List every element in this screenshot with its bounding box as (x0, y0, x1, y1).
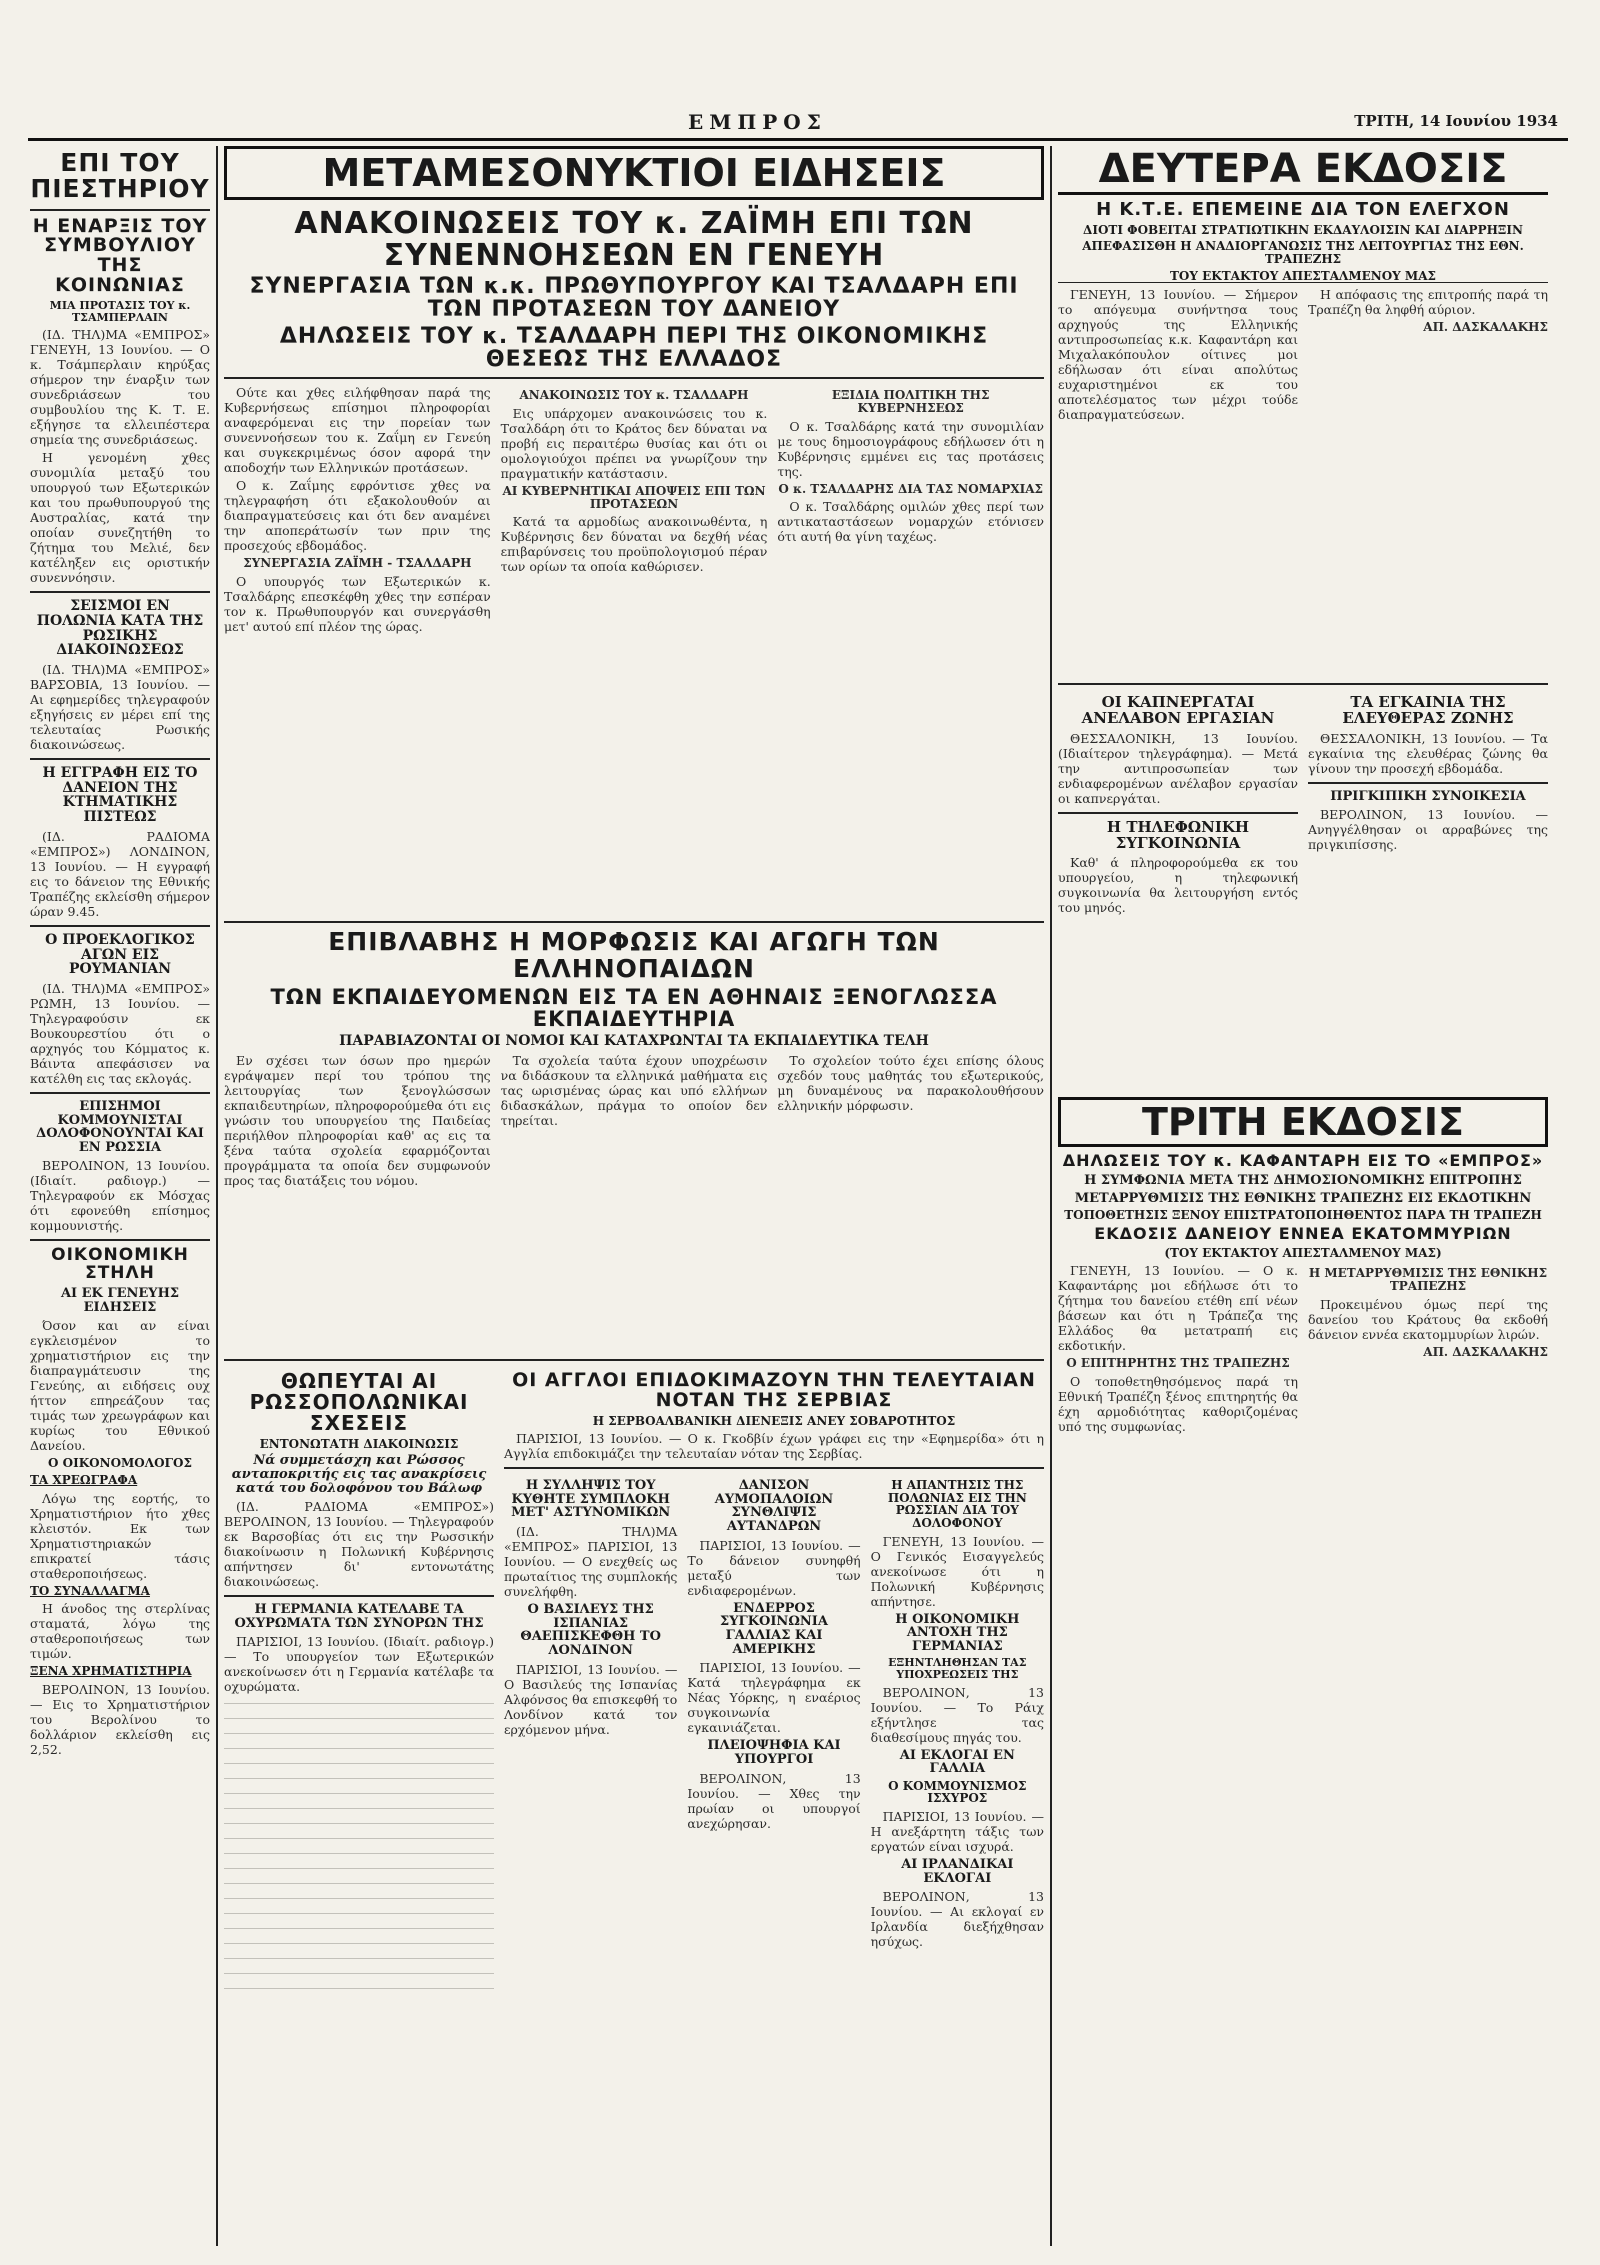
left-column (30, 146, 210, 2246)
section-headline: ΟΙΚΟΝΟΜΙΚΗ ΣΤΗΛΗ (51, 1245, 189, 1284)
article-subhead: ΔΙΟΤΙ ΦΟΒΕΙΤΑΙ ΣΤΡΑΤΙΩΤΙΚΗΝ ΕΚΔΑΥΛΟΙΣΙΝ ΚΑΙ ΔΙΑΡΡΗΞΙΝ (1083, 222, 1523, 237)
correspondent-line: (ΤΟΥ ΕΚΤΑΚΤΟΥ ΑΠΕΣΤΑΛΜΕΝΟΥ ΜΑΣ) (1164, 1245, 1442, 1260)
article-body: Όσον και αν είναι εγκλεισμένον το χρηματιστήριον εις την διαπραγμάτευσιν της Γενεύης, αι ειδήσεις ουχ ήττον επηρεάζουν τας τιμάς των χρεωγράφων και κυρίως του Εθνικού Δανείου. (30, 1318, 210, 1454)
education-story-columns: Εν σχέσει των όσων προ ημερών εγράψαμεν περί του τρόπου της λειτουργίας των ξενογλώσσων εκπαιδευτηρίων, πληροφορούμεθα ότι εις γνώσιν του υπουργείου της Παιδείας περιήλθον πληροφορίαι καθ' ας εις τα ξένα ταύτα σχολεία εφαρμόζονται προγράμματα τα οποία δεν συμφωνούν προς τας διατάξεις του νόμου. Τα σχολεία ταύτα έχουν υποχρέωσιν να διδάσκουν τα ελληνικά μαθήματα εις τας ωρισμένας ώρας και υπό ελλήνων διδασκάλων, πράγμα το οποίον δεν τηρείται. Το σχολείον τούτο έχει επίσης όλους σχεδόν τους μαθητάς του εξωτερικούς, μη δυναμένους να παρακολουθήσουν ελληνικήν μόρφωσιν. (224, 1052, 1044, 1188)
byline: ΑΠ. ΔΑΣΚΑΛΑΚΗΣ (1423, 1344, 1548, 1359)
article-body: ΒΕΡΟΛΙΝΟΝ, 13 Ιουνίου. — Εις το Χρηματιστήριον του Βερολίνου το δολλάριον εκλείσθη εις 2,52. (30, 1681, 210, 1757)
article-subhead: ΑΠΕΦΑΣΙΣΘΗ Η ΑΝΑΔΙΟΡΓΑΝΩΣΙΣ ΤΗΣ ΛΕΙΤΟΥΡΓΙΑΣ ΤΗΣ ΕΘΝ. ΤΡΑΠΕΖΗΣ (1082, 239, 1524, 267)
lower-middle-column: ΟΙ ΑΓΓΛΟΙ ΕΠΙΔΟΚΙΜΑΖΟΥΝ ΤΗΝ ΤΕΛΕΥΤΑΙΑΝ ΝΟΤΑΝ ΤΗΣ ΣΕΡΒΙΑΣ Η ΣΕΡΒΟΑΛΒΑΝΙΚΗ ΔΙΕΝΕΞΙΣ ΑΝΕΥ ΣΟΒΑΡΟΤΗΤΟΣ ΠΑΡΙΣΙΟΙ, 13 Ιουνίου. — Ο κ. Γκοδβίν έχων γράφει εις την «Εφημερίδα» ότι η Αγγλία επιδοκιμάζει την τελευταίαν νόταν της Σερβίας. Η ΣΥΛΛΗΨΙΣ ΤΟΥ ΚΥΘΗΤΕ ΣΥΜΠΛΟΚΗ ΜΕΤ' ΑΣΤΥΝΟΜΙΚΩΝ (ΙΔ. ΤΗΛ)ΜΑ «ΕΜΠΡΟΣ» ΠΑΡΙΣΙΟΙ, 13 Ιουνίου. — Ο ενεχθείς ως πρωταίτιος της συμπλοκής συνελήφθη. Ο ΒΑΣΙΛΕΥΣ ΤΗΣ ΙΣΠΑΝΙΑΣ ΘΑΕΠΙΣΚΕΦΘΗ ΤΟ ΛΟΝΔΙΝΟΝ ΠΑΡΙΣΙΟΙ, 13 Ιουνίου. — Ο Βασιλεύς της Ισπανίας Αλφόνσος θα επισκεφθή το Λονδίνον κατά τον ερχόμενον μήνα. ΔΑΝΙΣΟΝ ΑΥΜΟΠΑΛΟΙΩΝ ΣΥΝΘΛΙΨΙΣ ΑΥΤΑΝΔΡΩΝ ΠΑΡΙΣΙΟΙ, 13 Ιουνίου. — Το δάνειον συνηφθή μεταξύ των ενδιαφερομένων. ΕΝΔΕΡΡΟΣ ΣΥΓΚΟΙΝΩΝΙΑ ΓΑΛΛΙΑΣ ΚΑΙ ΑΜΕΡΙΚΗΣ ΠΑΡΙΣΙΟΙ, 13 Ιουνίου. — Κατά τηλεγράφημα εκ Νέας Υόρκης, η εναέριος συγκοινωνία εγκαινιάζεται. ΠΛΕΙΟΨΗΦΙΑ ΚΑΙ ΥΠΟΥΡΓΟΙ ΒΕΡΟΛΙΝΟΝ, 13 Ιουνίου. — Χθες την πρωίαν οι υπουργοί ανεχώρησαν. Η ΑΠΑΝΤΗΣΙΣ ΤΗΣ ΠΟΛΩΝΙΑΣ ΕΙΣ ΤΗΝ ΡΩΣΣΙΑΝ ΔΙΑ ΤΟΥ ΔΟΛΟΦΟΝΟΥ ΓΕΝΕΥΗ, 13 Ιουνίου. — Ο Γενικός Εισαγγελεύς ανεκοίνωσε ότι η Πολωνική Κυβέρνησις απήντησε. Η ΟΙΚΟΝΟΜΙΚΗ ΑΝΤΟΧΗ ΤΗΣ ΓΕΡΜΑΝΙΑΣ ΕΞΗΝΤΛΗΘΗΣΑΝ ΤΑΣ ΥΠΟΧΡΕΩΣΕΙΣ ΤΗΣ ΒΕΡΟΛΙΝΟΝ, 13 Ιουνίου. — Το Ράιχ εξήντλησε τας διαθεσίμους πηγάς του. ΑΙ ΕΚΛΟΓΑΙ ΕΝ ΓΑΛΛΙΑ Ο ΚΟΜΜΟΥΝΙΣΜΟΣ ΙΣΧΥΡΟΣ ΠΑΡΙΣΙΟΙ, 13 Ιουνίου. — Η ανεξάρτητη τάξις των εργατών είναι ισχυρά. ΑΙ ΙΡΛΑΝΔΙΚΑΙ ΕΚΛΟΓΑΙ ΒΕΡΟΛΙΝΟΝ, 13 Ιουνίου. — Αι εκλογαί εν Ιρλανδία διεξήχθησαν ησύχως. (504, 1368, 1044, 1950)
article-body: Η άνοδος της στερλίνας σταματά, λόγω της σταθεροποιήσεως των τιμών. (30, 1601, 210, 1662)
article-headline: ΤΑ ΕΓΚΑΙΝΙΑ ΤΗΣ ΕΛΕΥΘΕΡΑΣ ΖΩΝΗΣ (1342, 693, 1514, 728)
article-subhead: ΕΚΔΟΣΙΣ ΔΑΝΕΙΟΥ ΕΝΝΕΑ ΕΚΑΤΟΜΜΥΡΙΩΝ (1094, 1223, 1512, 1243)
column-rule (216, 146, 218, 2246)
byline: ΑΠ. ΔΑΣΚΑΛΑΚΗΣ (1423, 320, 1548, 335)
article-body: ΕΞΙΔΙΑ ΠΟΛΙΤΙΚΗ ΤΗΣ ΚΥΒΕΡΝΗΣΕΩΣ Ο κ. Τσαλδάρης κατά την συνομιλίαν με τους δημοσιογράφους εδήλωσεν ότι η Κυβέρνησις εμμένει εις τας προτάσεις της. Ο κ. ΤΣΑΛΔΑΡΗΣ ΔΙΑ ΤΑΣ ΝΟΜΑΡΧΙΑΣ Ο κ. Τσαλδάρης ομιλών χθες περί των αντικαταστάσεων νομαρχών ετόνισεν ότι αυτή θα γίνη ταχέως. (777, 388, 1044, 545)
article-body: Λόγω της εορτής, το Χρηματιστήριον ήτο χθες κλειστόν. Εκ των Χρηματιστηριακών επικρατεί τάσις σταθεροποιήσεως. (30, 1490, 210, 1581)
article-headline: ΤΩΝ ΕΚΠΑΙΔΕΥΟΜΕΝΩΝ ΕΙΣ ΤΑ ΕΝ ΑΘΗΝΑΙΣ ΞΕΝΟΓΛΩΣΣΑ ΕΚΠΑΙΔΕΥΤΗΡΙΑ (270, 984, 998, 1031)
article-body: (ΙΔ. ΡΑΔΙΟΜΑ «ΕΜΠΡΟΣ») ΛΟΝΔΙΝΟΝ, 13 Ιουνίου. — Η εγγραφή εις το δάνειον της Εθνικής Τραπέζης εκλείσθη σήμερον ώραν 9.45. (30, 828, 210, 919)
article-headline: ΣΕΙΣΜΟΙ ΕΝ ΠΟΛΩΝΙΑ ΚΑΤΑ ΤΗΣ ΡΩΣΙΚΗΣ ΔΙΑΚΟΙΝΩΣΕΩΣ (36, 598, 204, 659)
article-headline: Η Κ.Τ.Ε. ΕΠΕΜΕΙΝΕ ΔΙΑ ΤΟΝ ΕΛΕΓΧΟΝ (1096, 199, 1510, 220)
article-headline: ΘΩΠΕΥΤΑΙ ΑΙ ΡΩΣΣΟΠΟΛΩΝΙΚΑΙ ΣΧΕΣΕΙΣ (249, 1368, 469, 1435)
article-body: Ούτε και χθες ειλήφθησαν παρά της Κυβερνήσεως επίσημοι πληροφορίαι αναφερόμεναι εις την πορείαν των συνεννοήσεων του κ. Ζαΐμη εν Γενεύη και συγκεκριμένως όσον αφορά την αποδοχήν των Ελληνικών προτάσεων. Ο κ. Ζαΐμης εφρόντισε χθες να τηλεγραφήση ότι εξακολουθούν αι διαπραγματεύσεις και ότι δεν αναμένει την αποπεράτωσίν των πριν της προσεχούς εβδομάδος. ΣΥΝΕΡΓΑΣΙΑ ΖΑΪΜΗ - ΤΣΑΛΔΑΡΗ Ο υπουργός των Εξωτερικών κ. Τσαλδάρης επεσκέφθη χθες την εσπέραν τον κ. Πρωθυπουργόν και συνεργάσθη μετ' αυτού επί πλέον της ώρας. (224, 385, 491, 634)
article-headline: Η ΕΝΑΡΞΙΣ ΤΟΥ ΣΥΜΒΟΥΛΙΟΥ ΤΗΣ ΚΟΙΝΩΝΙΑΣ (32, 214, 208, 297)
article-body: (ΙΔ. ΤΗΛ)ΜΑ «ΕΜΠΡΟΣ» ΒΑΡΣΟΒΙΑ, 13 Ιουνίου. — Αι εφημερίδες τηλεγραφούν εξηγήσεις εν μέρει επί της τελευταίας Ρωσικής διακοινώσεως. (30, 662, 210, 753)
byline: Ο ΟΙΚΟΝΟΜΟΛΟΓΟΣ (48, 1456, 192, 1471)
article-headline: ΕΠΙΣΗΜΟΙ ΚΟΜΜΟΥΝΙΣΤΑΙ ΔΟΛΟΦΟΝΟΥΝΤΑΙ ΚΑΙ ΕΝ ΡΩΣΣΙΑ (36, 1098, 204, 1155)
third-edition-banner: ΤΡΙΤΗ ΕΚΔΟΣΙΣ (1058, 1097, 1548, 1147)
article-headline: ΕΠΙΒΛΑΒΗΣ Η ΜΟΡΦΩΣΙΣ ΚΑΙ ΑΓΩΓΗ ΤΩΝ ΕΛΛΗΝΟΠΑΙΔΩΝ (328, 927, 940, 983)
article-subhead: Η ΣΥΜΦΩΝΙΑ ΜΕΤΑ ΤΗΣ ΔΗΜΟΣΙΟΝΟΜΙΚΗΣ ΕΠΙΤΡΟΠΗΣ (1084, 1173, 1522, 1189)
article-headline: ΔΗΛΩΣΕΙΣ ΤΟΥ κ. ΚΑΦΑΝΤΑΡΗ ΕΙΣ ΤΟ «ΕΜΠΡΟΣ» (1062, 1151, 1544, 1171)
main-headline: ΑΝΑΚΟΙΝΩΣΕΙΣ ΤΟΥ κ. ΖΑΪΜΗ ΕΠΙ ΤΩΝ ΣΥΝΕΝΝΟΗΣΕΩΝ ΕΝ ΓΕΝΕΥΗ (294, 206, 974, 273)
lower-left-column: ΘΩΠΕΥΤΑΙ ΑΙ ΡΩΣΣΟΠΟΛΩΝΙΚΑΙ ΣΧΕΣΕΙΣ ΕΝΤΟΝΩΤΑΤΗ ΔΙΑΚΟΙΝΩΣΙΣ Νά συμμετάσχη και Ρώσσος ανταποκριτής εις τας ανακρίσεις κατά του δολοφόνου του Βάλωφ (ΙΔ. ΡΑΔΙΟΜΑ «ΕΜΠΡΟΣ») ΒΕΡΟΛΙΝΟΝ, 13 Ιουνίου. — Τηλεγραφούν εκ Βαρσοβίας ότι εις την Ρωσσικήν διακοίνωσιν η Πολωνική Κυβέρνησις απήντησεν δι' εντονωτάτης διακοινώσεως. Η ΓΕΡΜΑΝΙΑ ΚΑΤΕΛΑΒΕ ΤΑ ΟΧΥΡΩΜΑΤΑ ΤΩΝ ΣΥΝΟΡΩΝ ΤΗΣ ΠΑΡΙΣΙΟΙ, 13 Ιουνίου. (Ιδιαίτ. ραδιογρ.) — Το υπουργείον των Εξωτερικών ανεκοίνωσεν ότι η Γερμανία κατέλαβε τα οχυρώματα. (224, 1367, 494, 2246)
article-headline: ΟΙ ΚΑΠΝΕΡΓΑΤΑΙ ΑΝΕΛΑΒΟΝ ΕΡΓΑΣΙΑΝ (1081, 693, 1275, 728)
section-subhead: ΤΟ ΣΥΝΑΛΛΑΓΜΑ (30, 1583, 150, 1598)
article-headline: ΠΡΙΓΚΙΠΙΚΗ ΣΥΝΟΙΚΕΣΙΑ (1330, 788, 1526, 804)
correspondent-line: ΤΟΥ ΕΚΤΑΚΤΟΥ ΑΠΕΣΤΑΛΜΕΝΟΥ ΜΑΣ (1058, 270, 1548, 284)
center-column (224, 146, 1044, 2246)
article-headline: Ο ΠΡΟΕΚΛΟΓΙΚΟΣ ΑΓΩΝ ΕΙΣ ΡΟΥΜΑΝΙΑΝ (45, 931, 195, 978)
article-headline: Η ΤΗΛΕΦΩΝΙΚΗ ΣΥΓΚΟΙΝΩΝΙΑ (1106, 817, 1250, 852)
main-subheadline: ΔΗΛΩΣΕΙΣ ΤΟΥ κ. ΤΣΑΛΔΑΡΗ ΠΕΡΙ ΤΗΣ ΟΙΚΟΝΟΜΙΚΗΣ ΘΕΣΕΩΣ ΤΗΣ ΕΛΛΑΔΟΣ (279, 324, 989, 373)
article-subhead: ΠΑΡΑΒΙΑΖΟΝΤΑΙ ΟΙ ΝΟΜΟΙ ΚΑΙ ΚΑΤΑΧΡΩΝΤΑΙ ΤΑ ΕΚΠΑΙΔΕΥΤΙΚΑ ΤΕΛΗ (339, 1032, 929, 1049)
second-edition-banner: ΔΕΥΤΕΡΑ ΕΚΔΟΣΙΣ (1058, 146, 1548, 195)
main-banner: ΜΕΤΑΜΕΣΟΝΥΚΤΙΟΙ ΕΙΔΗΣΕΙΣ (224, 146, 1044, 200)
issue-date: ΤΡΙΤΗ, 14 Ιουνίου 1934 (1354, 112, 1558, 130)
article-subhead: ΜΕΤΑΡΡΥΘΜΙΣΙΣ ΤΗΣ ΕΘΝΙΚΗΣ ΤΡΑΠΕΖΗΣ ΕΙΣ ΕΚΔΟΤΙΚΗΝ (1074, 1190, 1532, 1206)
right-column: ΔΕΥΤΕΡΑ ΕΚΔΟΣΙΣ Η Κ.Τ.Ε. ΕΠΕΜΕΙΝΕ ΔΙΑ ΤΟΝ ΕΛΕΓΧΟΝ ΔΙΟΤΙ ΦΟΒΕΙΤΑΙ ΣΤΡΑΤΙΩΤΙΚΗΝ ΕΚΔΑΥΛΟΙΣΙΝ ΚΑΙ ΔΙΑΡΡΗΞΙΝ ΑΠΕΦΑΣΙΣΘΗ Η ΑΝΑΔΙΟΡΓΑΝΩΣΙΣ ΤΗΣ ΛΕΙΤΟΥΡΓΙΑΣ ΤΗΣ ΕΘΝ. ΤΡΑΠΕΖΗΣ ΤΟΥ ΕΚΤΑΚΤΟΥ ΑΠΕΣΤΑΛΜΕΝΟΥ ΜΑΣ ΓΕΝΕΥΗ, 13 Ιουνίου. — Σήμερον το απόγευμα συνήντησα τους αρχηγούς της Ελληνικής αντιπροσωπείας κ.κ. Καφαντάρη και Μιχαλακόπουλον οίτινες μοι εδήλωσαν ότι είναι απολύτως ευχαριστημένοι εκ του αποτελέσματος των μέχρι τούδε διαπραγματεύσεων. Η απόφασις της επιτροπής παρά τη Τραπέζη θα ληφθή αύριον. ΑΠ. ΔΑΣΚΑΛΑΚΗΣ ΟΙ ΚΑΠΝΕΡΓΑΤΑΙ ΑΝΕΛΑΒΟΝ ΕΡΓΑΣΙΑΝ ΘΕΣΣΑΛΟΝΙΚΗ, 13 Ιουνίου. (Ιδιαίτερον τηλεγράφημα). — Μετά την αντιπροσωπείαν των ενδιαφερομένων ανέλαβον εργασίαν οι καπνεργάται. Η ΤΗΛΕΦΩΝΙΚΗ ΣΥΓΚΟΙΝΩΝΙΑ Καθ' ά πληροφορούμεθα εκ του υπουργείου, η τηλεφωνική συγκοινωνία θα λειτουργήση εντός του μηνός. ΤΑ ΕΓΚΑΙΝΙΑ ΤΗΣ ΕΛΕΥΘΕΡΑΣ ΖΩΝΗΣ ΘΕΣΣΑΛΟΝΙΚΗ, 13 Ιουνίου. — Τα εγκαίνια της ελευθέρας ζώνης θα γίνουν την προσεχή εβδομάδα. ΠΡΙΓΚΙΠΙΚΗ ΣΥΝΟΙΚΕΣΙΑ ΒΕΡΟΛΙΝΟΝ, 13 Ιουνίου. — Ανηγγέλθησαν οι αρραβώνες της πριγκιπίσσης. ΤΡΙΤΗ ΕΚΔΟΣΙΣ ΔΗΛΩΣΕΙΣ ΤΟΥ κ. ΚΑΦΑΝΤΑΡΗ ΕΙΣ ΤΟ «ΕΜΠΡΟΣ» Η ΣΥΜΦΩΝΙΑ ΜΕΤΑ ΤΗΣ ΔΗΜΟΣΙΟΝΟΜΙΚΗΣ ΕΠΙΤΡΟΠΗΣ ΜΕΤΑΡΡΥΘΜΙΣΙΣ ΤΗΣ ΕΘΝΙΚΗΣ ΤΡΑΠΕΖΗΣ ΕΙΣ ΕΚΔΟΤΙΚΗΝ ΤΟΠΟΘΕΤΗΣΙΣ ΞΕΝΟΥ ΕΠΙΣΤΡΑΤΟΠΟΙΗΘΕΝΤΟΣ ΠΑΡΑ ΤΗ ΤΡΑΠΕΖΗ ΕΚΔΟΣΙΣ ΔΑΝΕΙΟΥ ΕΝΝΕΑ ΕΚΑΤΟΜΜΥΡΙΩΝ (ΤΟΥ ΕΚΤΑΚΤΟΥ ΑΠΕΣΤΑΛΜΕΝΟΥ ΜΑΣ) ΓΕΝΕΥΗ, 13 Ιουνίου. — Ο κ. Καφαντάρης μοι εδήλωσε ότι το ζήτημα του δανείου ετέθη επί νέων βάσεων και ότι η Τράπεζα της Ελλάδος θα μετατραπή εις εκδοτικήν. Ο ΕΠΙΤΗΡΗΤΗΣ ΤΗΣ ΤΡΑΠΕΖΗΣ Ο τοποθετηθησόμενος παρά τη Εθνική Τραπέζη ξένος επιτηρητής θα έχη αρμοδιότητας καθοριζομένας υπό της συμφωνίας. Η ΜΕΤΑΡΡΥΘΜΙΣΙΣ ΤΗΣ ΕΘΝΙΚΗΣ ΤΡΑΠΕΖΗΣ Προκειμένου όμως περί της δανείου του Κράτους θα εκδοθή δάνειον εννέα εκατομμυρίων λιρών. ΑΠ. ΔΑΣΚΑΛΑΚΗΣ (1058, 146, 1548, 1434)
article-body: ΑΝΑΚΟΙΝΩΣΙΣ ΤΟΥ κ. ΤΣΑΛΔΑΡΗ Εις υπάρχομεν ανακοινώσεις του κ. Τσαλδάρη ότι το Κράτος δεν δύναται να προβή εις περαιτέρω θυσίας και ότι οι ομολογιούχοι πρέπει να γνωρίζουν την πραγματικήν κατάστασιν. ΑΙ ΚΥΒΕΡΝΗΤΙΚΑΙ ΑΠΟΨΕΙΣ ΕΠΙ ΤΩΝ ΠΡΟΤΑΣΕΩΝ Κατά τα αρμοδίως ανακοινωθέντα, η Κυβέρνησις δεν δύναται να δεχθή νέας επιβαρύνσεις του προϋπολογισμού πέραν των ορίων τα οποία καθώρισεν. (500, 388, 768, 575)
main-subheadline: ΣΥΝΕΡΓΑΣΙΑ ΤΩΝ κ.κ. ΠΡΩΘΥΠΟΥΡΓΟΥ ΚΑΙ ΤΣΑΛΔΑΡΗ ΕΠΙ ΤΩΝ ΠΡΟΤΑΣΕΩΝ ΤΟΥ ΔΑΝΕΙΟΥ (249, 274, 1019, 323)
article-headline: ΟΙ ΑΓΓΛΟΙ ΕΠΙΔΟΚΙΜΑΖΟΥΝ ΤΗΝ ΤΕΛΕΥΤΑΙΑΝ ΝΟΤΑΝ ΤΗΣ ΣΕΡΒΙΑΣ (512, 1368, 1036, 1411)
article-body: ΒΕΡΟΛΙΝΟΝ, 13 Ιουνίου. (Ιδιαίτ. ραδιογρ.) — Τηλεγραφούν εκ Μόσχας ότι εφονεύθη επίσημος κομμουνιστής. (30, 1158, 210, 1234)
masthead (28, 108, 1568, 141)
article-body: (ΙΔ. ΤΗΛ)ΜΑ «ΕΜΠΡΟΣ» ΡΩΜΗ, 13 Ιουνίου. — Τηλεγραφούσιν εκ Βουκουρεστίου ότι ο αρχηγός του Κόμματος κ. Βάιντα απεφάσισεν να κατέλθη εις τας εκλογάς. (30, 980, 210, 1086)
column-rule (1050, 146, 1052, 2246)
left-headline: ΕΠΙ ΤΟΥ ΠΙΕΣΤΗΡΙΟΥ (30, 148, 210, 204)
article-subhead: ΜΙΑ ΠΡΟΤΑΣΙΣ ΤΟΥ κ. ΤΣΑΜΠΕΡΛΑΙΝ (49, 299, 191, 324)
lead-story-columns (224, 385, 1044, 915)
newspaper-name: ΕΜΠΡΟΣ (688, 110, 827, 134)
section-subhead: ΤΑ ΧΡΕΩΓΡΑΦΑ (30, 1473, 138, 1488)
article-headline: ΑΙ ΕΚ ΓΕΝΕΥΗΣ ΕΙΔΗΣΕΙΣ (60, 1286, 180, 1315)
section-subhead: ΞΕΝΑ ΧΡΗΜΑΤΙΣΤΗΡΙΑ (30, 1664, 192, 1679)
article-headline: Η ΕΓΓΡΑΦΗ ΕΙΣ ΤΟ ΔΑΝΕΙΟΝ ΤΗΣ ΚΤΗΜΑΤΙΚΗΣ ΠΙΣΤΕΩΣ (42, 765, 198, 826)
article-subhead: ΤΟΠΟΘΕΤΗΣΙΣ ΞΕΝΟΥ ΕΠΙΣΤΡΑΤΟΠΟΙΗΘΕΝΤΟΣ ΠΑΡΑ ΤΗ ΤΡΑΠΕΖΗ (1064, 1208, 1542, 1223)
lower-columns (224, 1367, 1044, 2246)
article-body: (ΙΔ. ΤΗΛ)ΜΑ «ΕΜΠΡΟΣ» ΓΕΝΕΥΗ, 13 Ιουνίου. — Ο κ. Τσάμπερλαιν κηρύξας σήμερον την έναρξιν των συνεδριάσεων του συμβουλίου της Κ. Τ. Ε. εξήγησε τα ελλειπέστερα σημεία της συνεδριάσεως. Η γενομένη χθες συνομιλία μεταξύ του υπουργού των Εξωτερικών και του πρωθυπουργού της Αυστραλίας, κατά την οποίαν συνεζητήθη το ζήτημα του Μελιέ, δεν κατέληξεν εις οριστικήν συνεννόησιν. (30, 327, 210, 586)
